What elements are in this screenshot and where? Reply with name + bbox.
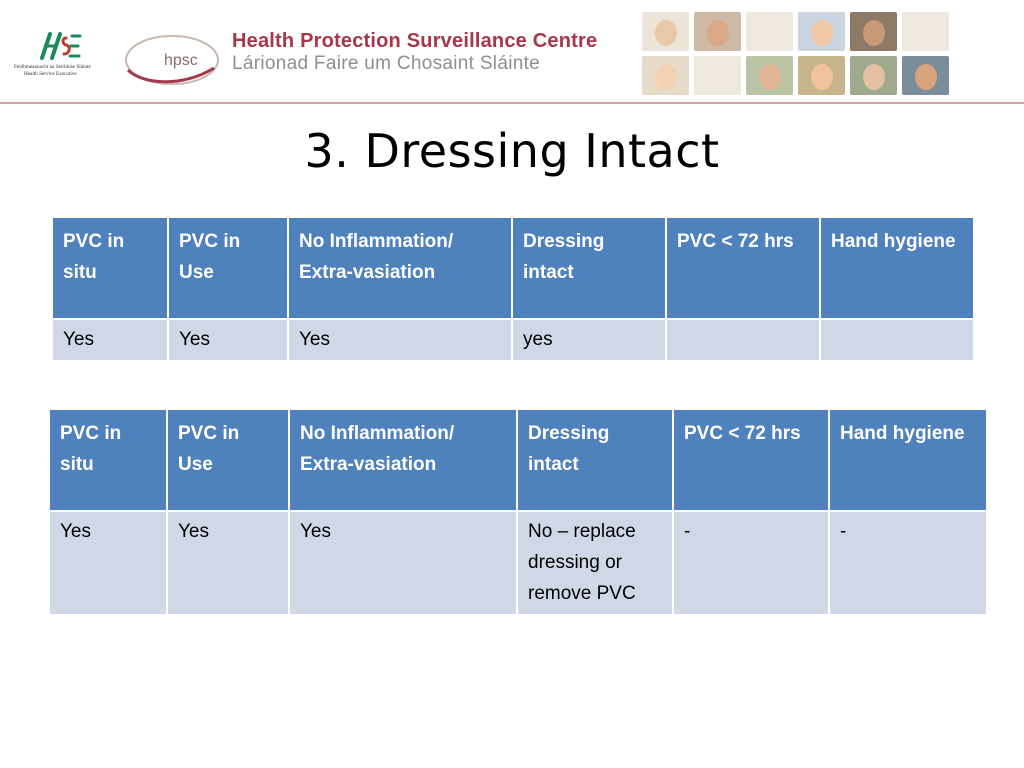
header-cell: PVC in situ: [49, 409, 167, 511]
table-cell: -: [829, 511, 987, 615]
man-photo: [850, 12, 897, 51]
face-icon: [811, 64, 833, 90]
table-cell: Yes: [52, 319, 168, 361]
table-cell: No – replace dressing or remove PVC: [517, 511, 673, 615]
placeholder-photo: [902, 12, 949, 51]
face-icon: [863, 20, 885, 46]
table-row: [49, 511, 987, 615]
boy-photo: [798, 56, 845, 95]
header-cell: Hand hygiene: [820, 217, 974, 319]
table-cell: [820, 319, 974, 361]
table-header-row: [52, 217, 974, 319]
girl-photo: [798, 12, 845, 51]
header-divider: [0, 102, 1024, 104]
table-cell: Yes: [288, 319, 512, 361]
header-cell: PVC < 72 hrs: [666, 217, 820, 319]
family-photo: [694, 12, 741, 51]
baby-photo: [642, 56, 689, 95]
table-cell: Yes: [49, 511, 167, 615]
face-icon: [655, 20, 677, 46]
face-icon: [759, 64, 781, 90]
hpsc-logo-text: hpsc: [164, 52, 198, 69]
face-icon: [863, 64, 885, 90]
header-cell: PVC in situ: [52, 217, 168, 319]
header-cell: PVC in Use: [168, 217, 288, 319]
header-cell: Hand hygiene: [829, 409, 987, 511]
table-cell: -: [673, 511, 829, 615]
org-name-irish: Lárionad Faire um Chosaint Sláinte: [232, 53, 541, 74]
face-icon: [811, 20, 833, 46]
table-cell: yes: [512, 319, 666, 361]
table-row: [52, 319, 974, 361]
photo-grid: [640, 12, 1004, 96]
face-icon: [915, 64, 937, 90]
face-icon: [707, 20, 729, 46]
checklist-table-2: [48, 408, 988, 616]
hse-logo-line-2: Health Service Executive: [24, 71, 77, 77]
placeholder-photo: [694, 56, 741, 95]
table-cell: Yes: [167, 511, 289, 615]
header-cell: PVC in Use: [167, 409, 289, 511]
header-cell: PVC < 72 hrs: [673, 409, 829, 511]
table-header-row: [49, 409, 987, 511]
table-cell: Yes: [289, 511, 517, 615]
child-photo: [642, 12, 689, 51]
table-cell: [666, 319, 820, 361]
woman-photo: [746, 56, 793, 95]
org-name: Health Protection Surveillance Centre: [232, 30, 598, 52]
slide-title: 3. Dressing Intact: [304, 124, 720, 178]
hse-logo-icon: [38, 32, 82, 60]
elderly-woman-photo: [850, 56, 897, 95]
hpsc-logo: [122, 30, 220, 90]
checklist-table-1: [51, 216, 975, 362]
hse-logo-line-1: Feidhmeannacht na Seirbhíse Sláinte: [14, 64, 91, 70]
header-cell: No Inflammation/ Extra-vasiation: [289, 409, 517, 511]
slide-header: [0, 0, 1024, 102]
teen-photo: [902, 56, 949, 95]
hse-logo: [14, 30, 106, 82]
table-cell: Yes: [168, 319, 288, 361]
header-cell: Dressing intact: [517, 409, 673, 511]
header-cell: Dressing intact: [512, 217, 666, 319]
placeholder-photo: [746, 12, 793, 51]
header-cell: No Inflammation/ Extra-vasiation: [288, 217, 512, 319]
face-icon: [655, 64, 677, 90]
